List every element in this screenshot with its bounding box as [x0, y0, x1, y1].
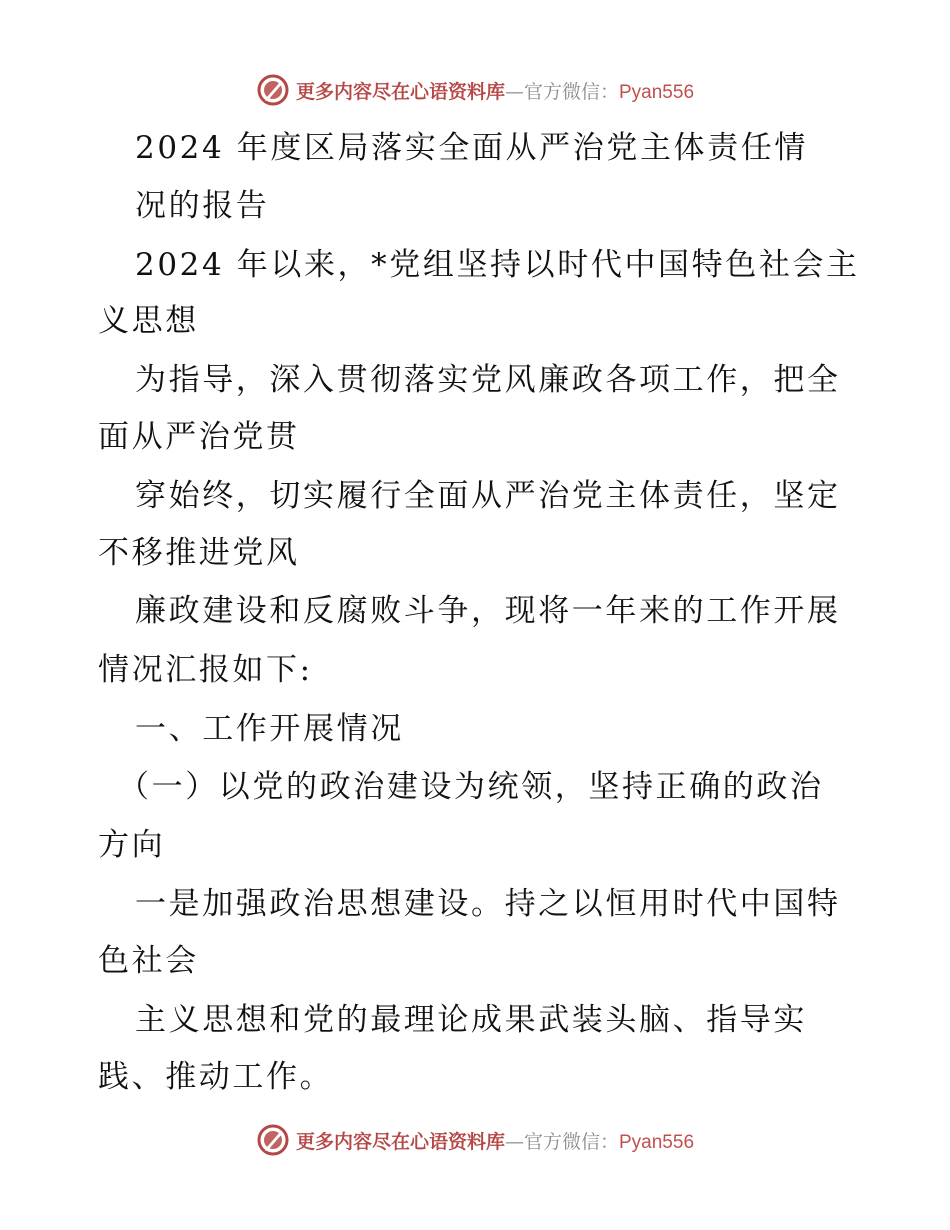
watermark-label: 官方微信： — [523, 80, 619, 103]
paragraph-line: 廉政建设和反腐败斗争，现将一年来的工作开展 — [135, 593, 841, 629]
paragraph-line: 不移推进党风 — [98, 535, 300, 571]
paragraph-line: 面从严治党贯 — [98, 419, 300, 455]
watermark-separator: — — [504, 80, 524, 103]
paragraph-line: 2024 年以来，*党组坚持以时代中国特色社会主 — [135, 247, 860, 283]
watermark-brand: 更多内容尽在心语资料库 — [295, 1130, 505, 1153]
paragraph-line: 践、推动工作。 — [98, 1059, 334, 1095]
pen-logo-icon — [256, 1123, 290, 1157]
paragraph-line: 穿始终，切实履行全面从严治党主体责任，坚定 — [135, 478, 841, 514]
section-heading: 一、工作开展情况 — [135, 711, 404, 747]
subsection-heading-line-2: 方向 — [98, 827, 166, 863]
watermark-account: Pyan556 — [619, 81, 695, 103]
document-title-line-1: 2024 年度区局落实全面从严治党主体责任情 — [135, 130, 808, 166]
paragraph-line: 义思想 — [98, 303, 199, 339]
paragraph-line: 情况汇报如下: — [98, 652, 313, 688]
watermark-footer — [0, 1120, 950, 1160]
paragraph-line: 主义思想和党的最理论成果武装头脑、指导实 — [135, 1002, 807, 1038]
document-title-line-2: 况的报告 — [135, 188, 270, 224]
watermark-label: 官方微信： — [523, 1130, 619, 1153]
paragraph-line: 色社会 — [98, 943, 199, 979]
watermark-text — [296, 1127, 694, 1154]
paragraph-line: 为指导，深入贯彻落实党风廉政各项工作，把全 — [135, 362, 841, 398]
subsection-heading-line-1: （一）以党的政治建设为统领，坚持正确的政治 — [118, 769, 824, 805]
watermark-account: Pyan556 — [619, 1131, 695, 1153]
watermark-brand: 更多内容尽在心语资料库 — [295, 80, 505, 103]
paragraph-line: 一是加强政治思想建设。持之以恒用时代中国特 — [135, 886, 841, 922]
watermark-separator: — — [504, 1130, 524, 1153]
